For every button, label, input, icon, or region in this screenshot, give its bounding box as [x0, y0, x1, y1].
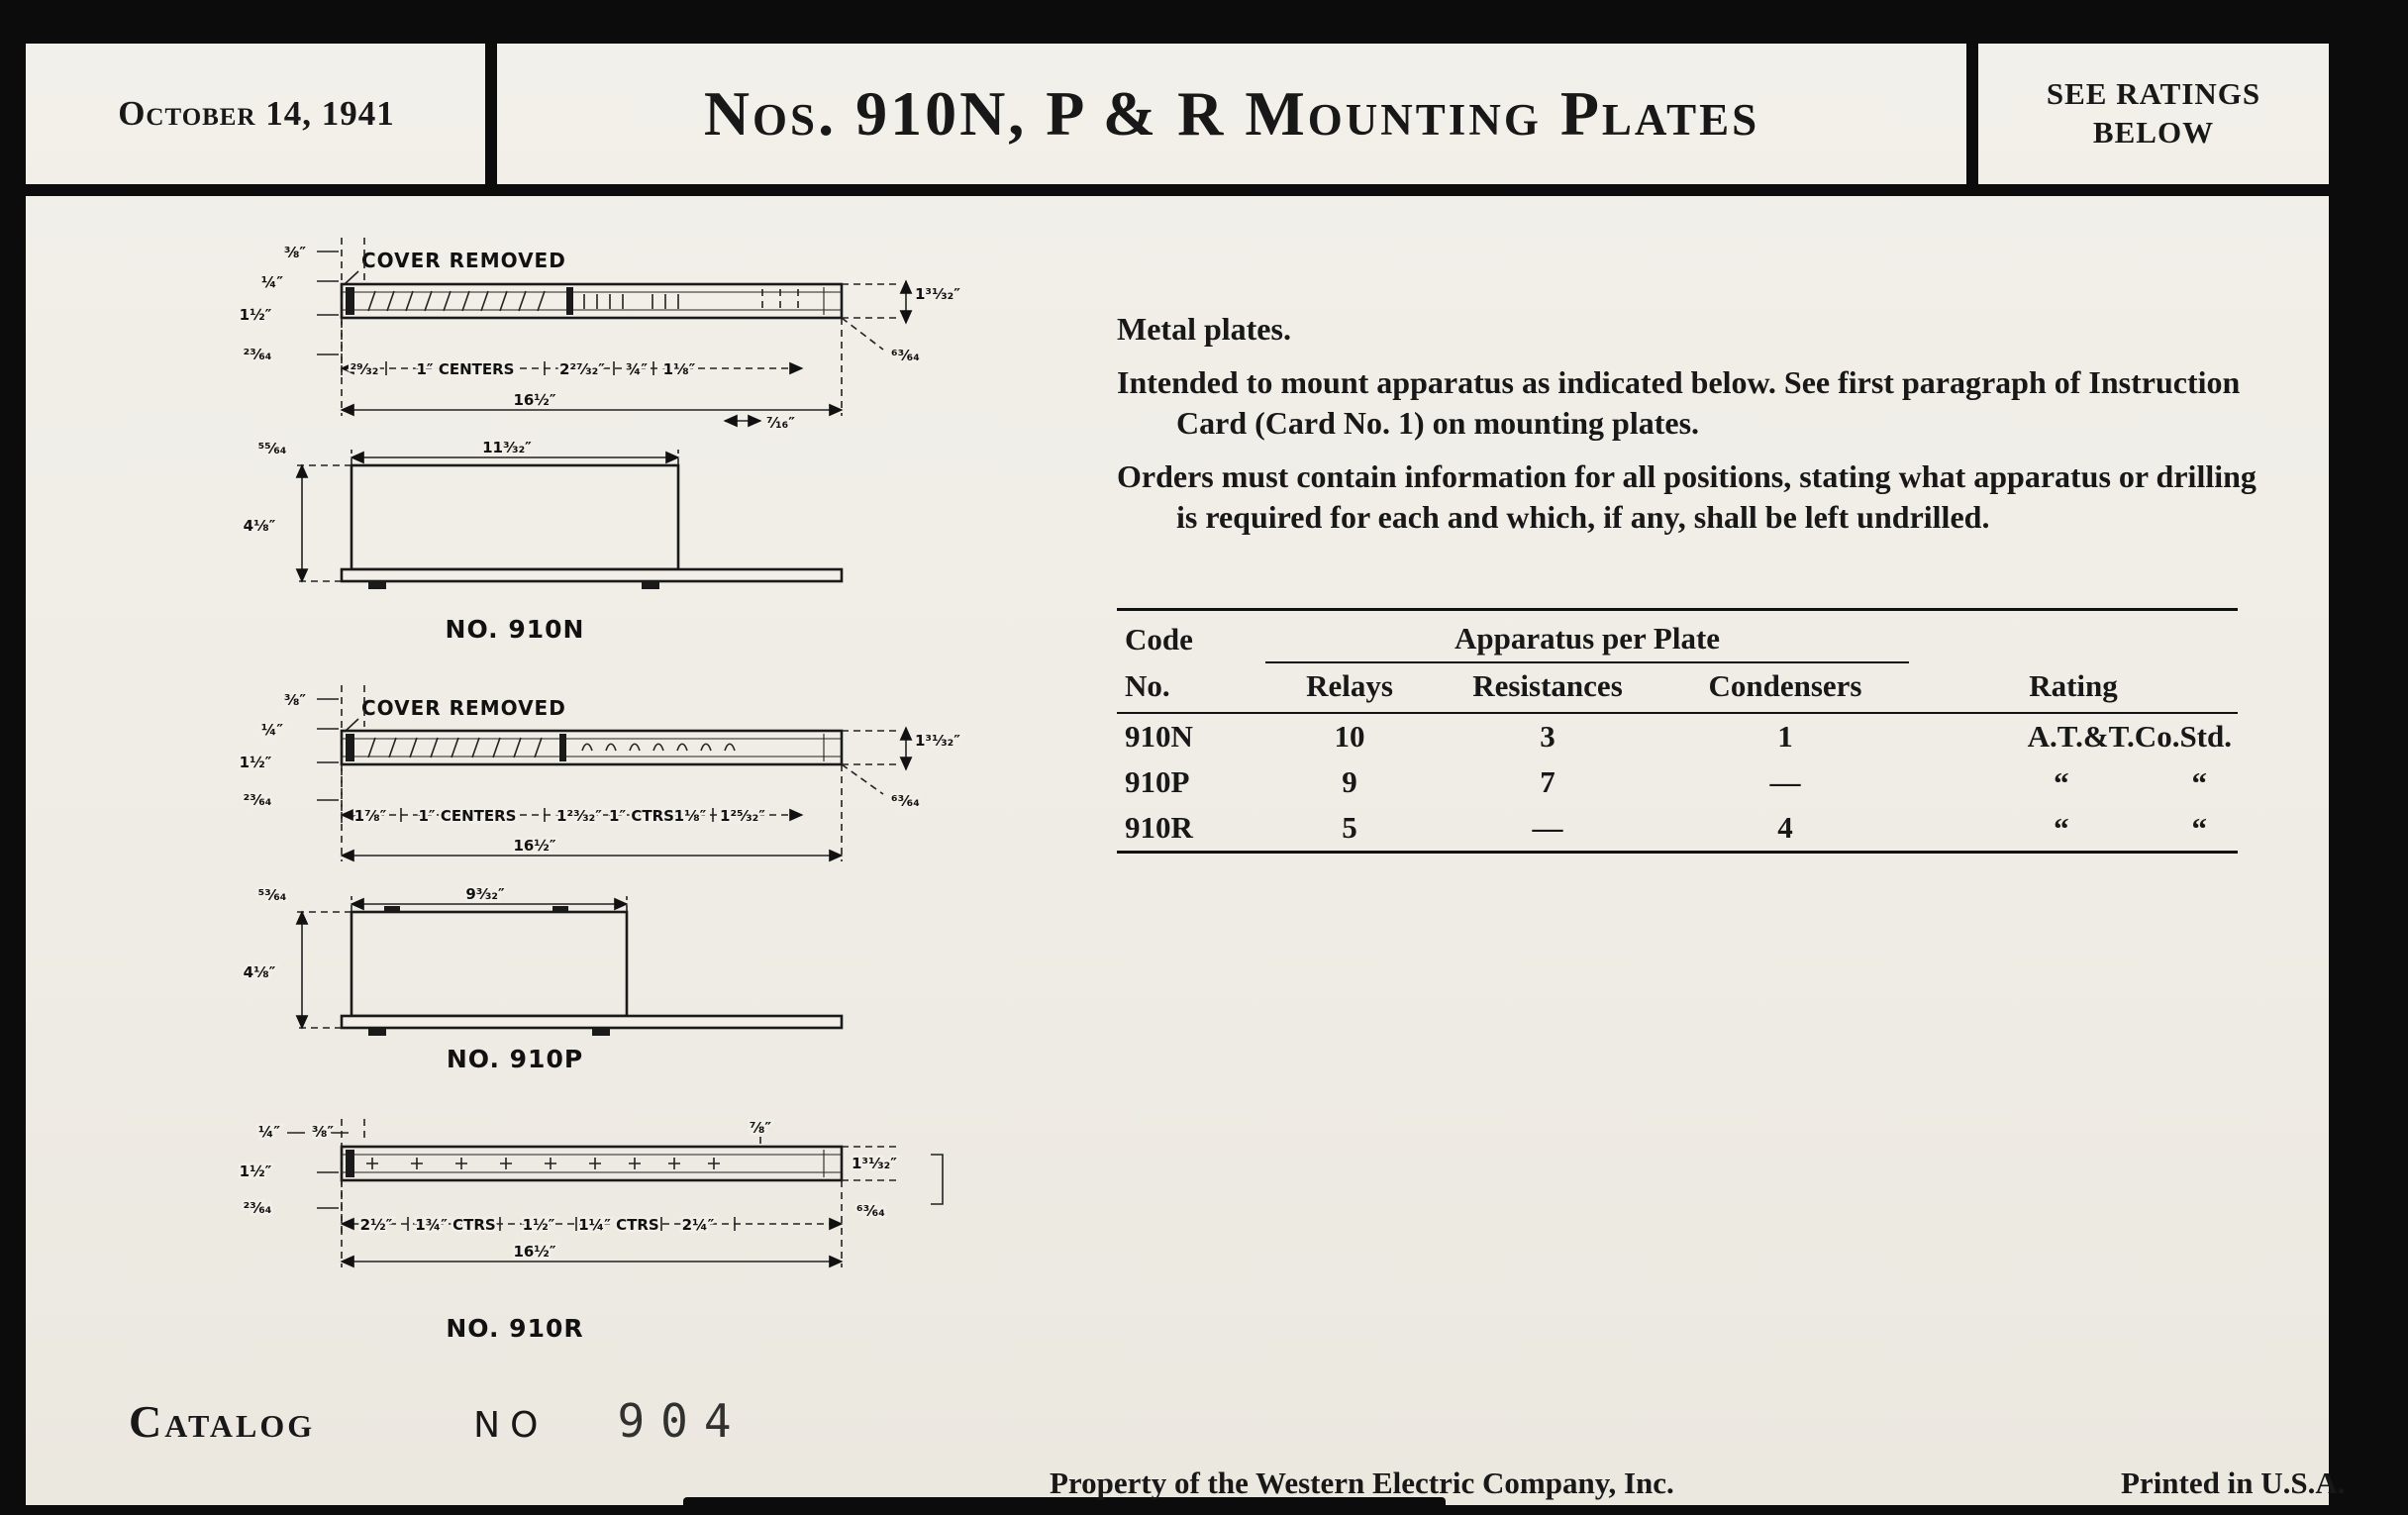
dim-label: 1³¹⁄₃₂″: [915, 285, 960, 303]
ratings-note-line1: SEE RATINGS: [2046, 76, 2261, 112]
col-header-rating: Rating: [1909, 662, 2238, 713]
dim-label: ⅜″: [283, 244, 307, 261]
dim-label: ²⁹⁄₃₂: [350, 360, 379, 378]
dim-label: 9³⁄₃₂″: [465, 885, 505, 903]
header-divider-left: [485, 44, 497, 184]
dim-label: 1³¹⁄₃₂″: [852, 1155, 897, 1172]
dim-label: ²³⁄₆₄: [243, 1199, 272, 1217]
col-header-relays: Relays: [1265, 662, 1434, 713]
scan-right-border: [2329, 0, 2408, 1515]
dim-label: 1″ CENTERS: [416, 360, 515, 378]
group-header-apparatus: Apparatus per Plate: [1265, 610, 1909, 663]
catalog-label: Catalog: [129, 1396, 316, 1447]
dimensions-910r: [240, 1119, 943, 1267]
drawing-910r: [119, 1107, 990, 1353]
dim-label: 1″ CTRS: [609, 807, 674, 825]
catalog-no-label: NO: [473, 1405, 549, 1446]
dim-label: 2½″: [359, 1216, 393, 1234]
drawing-caption-910p: NO. 910P: [446, 1045, 584, 1073]
drawing-caption-910r: NO. 910R: [446, 1314, 584, 1343]
cell-code: 910N: [1125, 719, 1193, 754]
scan-top-border: [0, 0, 2408, 44]
dim-label: ⁵³⁄₆₄: [257, 886, 287, 904]
dim-label: 1²⁵⁄₃₂″: [720, 807, 765, 825]
cell-resistances: —: [1532, 810, 1563, 845]
cell-rating: [1909, 759, 2238, 805]
dim-label: ¾″: [625, 360, 649, 378]
cell-condensers: 1: [1777, 719, 1793, 754]
plate-side-view-910n: [244, 439, 842, 589]
ditto-mark: “: [2191, 811, 2208, 846]
drawing-910n: [119, 220, 990, 656]
relay-position-marks: [368, 291, 545, 311]
cell-relays: 10: [1334, 719, 1365, 754]
description-notes: [1117, 309, 2280, 539]
dim-label: 1¾″ CTRS: [415, 1216, 496, 1234]
col-header-resistances: Resistances: [1434, 662, 1661, 713]
note-paragraph: Intended to mount apparatus as indicated below. See first paragraph of Instruction Card (Card No. 1) on mounting plates.: [1117, 363, 2241, 442]
table-row-910p: [1117, 759, 2238, 805]
dim-label: 2²⁷⁄₃₂″: [559, 360, 605, 378]
dim-label: 1⅞″: [353, 807, 387, 825]
dim-label: ¼″: [260, 721, 284, 739]
dim-label: ²³⁄₆₄: [243, 346, 272, 363]
cover-removed-label: COVER REMOVED: [361, 696, 566, 720]
dim-label: ¼″: [257, 1123, 281, 1141]
cell-resistances: 3: [1540, 719, 1555, 754]
header-divider-right: [1966, 44, 1978, 184]
drawing-caption-910n: NO. 910N: [445, 615, 585, 644]
resistance-position-marks: [584, 294, 678, 309]
cell-code: 910R: [1125, 810, 1193, 845]
header-date: October 14, 1941: [118, 94, 395, 133]
ratings-note-line2: BELOW: [2092, 115, 2215, 150]
cell-rating: A.T.&T.Co.Std.: [2027, 719, 2232, 754]
drawing-910p: [119, 671, 990, 1079]
dim-label: ⁵⁵⁄₆₄: [257, 440, 287, 457]
page-title: Nos. 910N, P & R Mounting Plates: [703, 78, 1760, 149]
col-header-code: Code: [1125, 621, 1193, 656]
cell-code: 910P: [1125, 764, 1190, 799]
dim-label: ⁷⁄₁₆″: [766, 414, 795, 432]
table-header-row: [1117, 662, 2238, 713]
cell-resistances: 7: [1540, 764, 1555, 799]
ratings-table: [1117, 608, 2238, 854]
dim-label: 11³⁄₃₂″: [482, 439, 532, 456]
plate-top-view-910r: [342, 1147, 842, 1180]
table-header-row-group: [1117, 610, 2238, 663]
note-paragraph: Metal plates.: [1117, 311, 1291, 347]
dim-label: ¼″: [260, 273, 284, 291]
dim-label: ⁶³⁄₆₄: [856, 1202, 885, 1220]
relay-position-marks: [368, 738, 542, 758]
dim-label: 4⅛″: [243, 517, 276, 535]
resistance-position-marks: [582, 744, 735, 751]
dim-label: 1½″: [239, 306, 272, 324]
property-notice: Property of the Western Electric Company, Inc.: [1050, 1465, 1674, 1500]
dim-label: 1⅛″: [673, 807, 707, 825]
dim-label: 1¼″ CTRS: [578, 1216, 659, 1234]
cell-rating: [1909, 805, 2238, 853]
printed-in-usa: Printed in U.S.A.: [2121, 1465, 2346, 1500]
apparatus-position-marks: [366, 1158, 720, 1169]
dimensions-910p: [240, 685, 961, 861]
header-ratings-note: [1980, 44, 2327, 184]
catalog-number: 904: [617, 1394, 748, 1448]
dim-label: 2¼″: [681, 1216, 715, 1234]
dim-label: 1⅛″: [662, 360, 696, 378]
dim-label: 4⅛″: [243, 963, 276, 981]
plate-side-view-910p: [244, 885, 842, 1036]
dim-label: 1½″: [239, 1162, 272, 1180]
plate-top-view-910n: [342, 249, 842, 318]
ditto-mark: “: [2054, 765, 2069, 800]
table-row-910n: [1117, 713, 2238, 759]
cover-removed-label: COVER REMOVED: [361, 249, 566, 272]
dim-label: ⁶³⁄₆₄: [891, 347, 920, 364]
col-header-rating-spacer: [1909, 610, 2238, 663]
dim-label: 1²³⁄₃₂″: [556, 807, 602, 825]
dim-label: ⁶³⁄₆₄: [891, 792, 920, 810]
cell-relays: 5: [1342, 810, 1357, 845]
dim-label-overall: 16½″: [513, 1243, 556, 1261]
ditto-mark: “: [2191, 765, 2208, 800]
note-paragraph: Orders must contain information for all positions, stating what apparatus or drilling is required for each and which, if any, shall be left undrilled.: [1117, 457, 2257, 536]
cell-condensers: —: [1769, 764, 1801, 799]
dim-label: 1½″: [239, 754, 272, 771]
header-rule: [0, 184, 2408, 196]
dim-label: 1½″: [522, 1216, 555, 1234]
ditto-mark: “: [2054, 811, 2069, 846]
dim-label: ⅜″: [311, 1123, 335, 1141]
dim-label-overall: 16½″: [513, 391, 556, 409]
table-row-910r: [1117, 805, 2238, 853]
col-header-condensers: Condensers: [1661, 662, 1909, 713]
dimensions-910n: [240, 238, 961, 432]
cell-condensers: 4: [1777, 810, 1793, 845]
dim-label: ²³⁄₆₄: [243, 791, 272, 809]
condenser-position-marks: [762, 289, 798, 313]
col-header-no: No.: [1117, 662, 1265, 713]
scan-left-border: [0, 0, 26, 1515]
dim-label: 1³¹⁄₃₂″: [915, 732, 960, 750]
dim-label: 1″ CENTERS: [418, 807, 517, 825]
dim-label: ⅞″: [749, 1119, 772, 1137]
cell-relays: 9: [1342, 764, 1357, 799]
catalog-number-line: [129, 1394, 748, 1448]
dim-label: ⅜″: [283, 691, 307, 709]
dim-label-overall: 16½″: [513, 837, 556, 855]
plate-top-view-910p: [342, 696, 842, 764]
